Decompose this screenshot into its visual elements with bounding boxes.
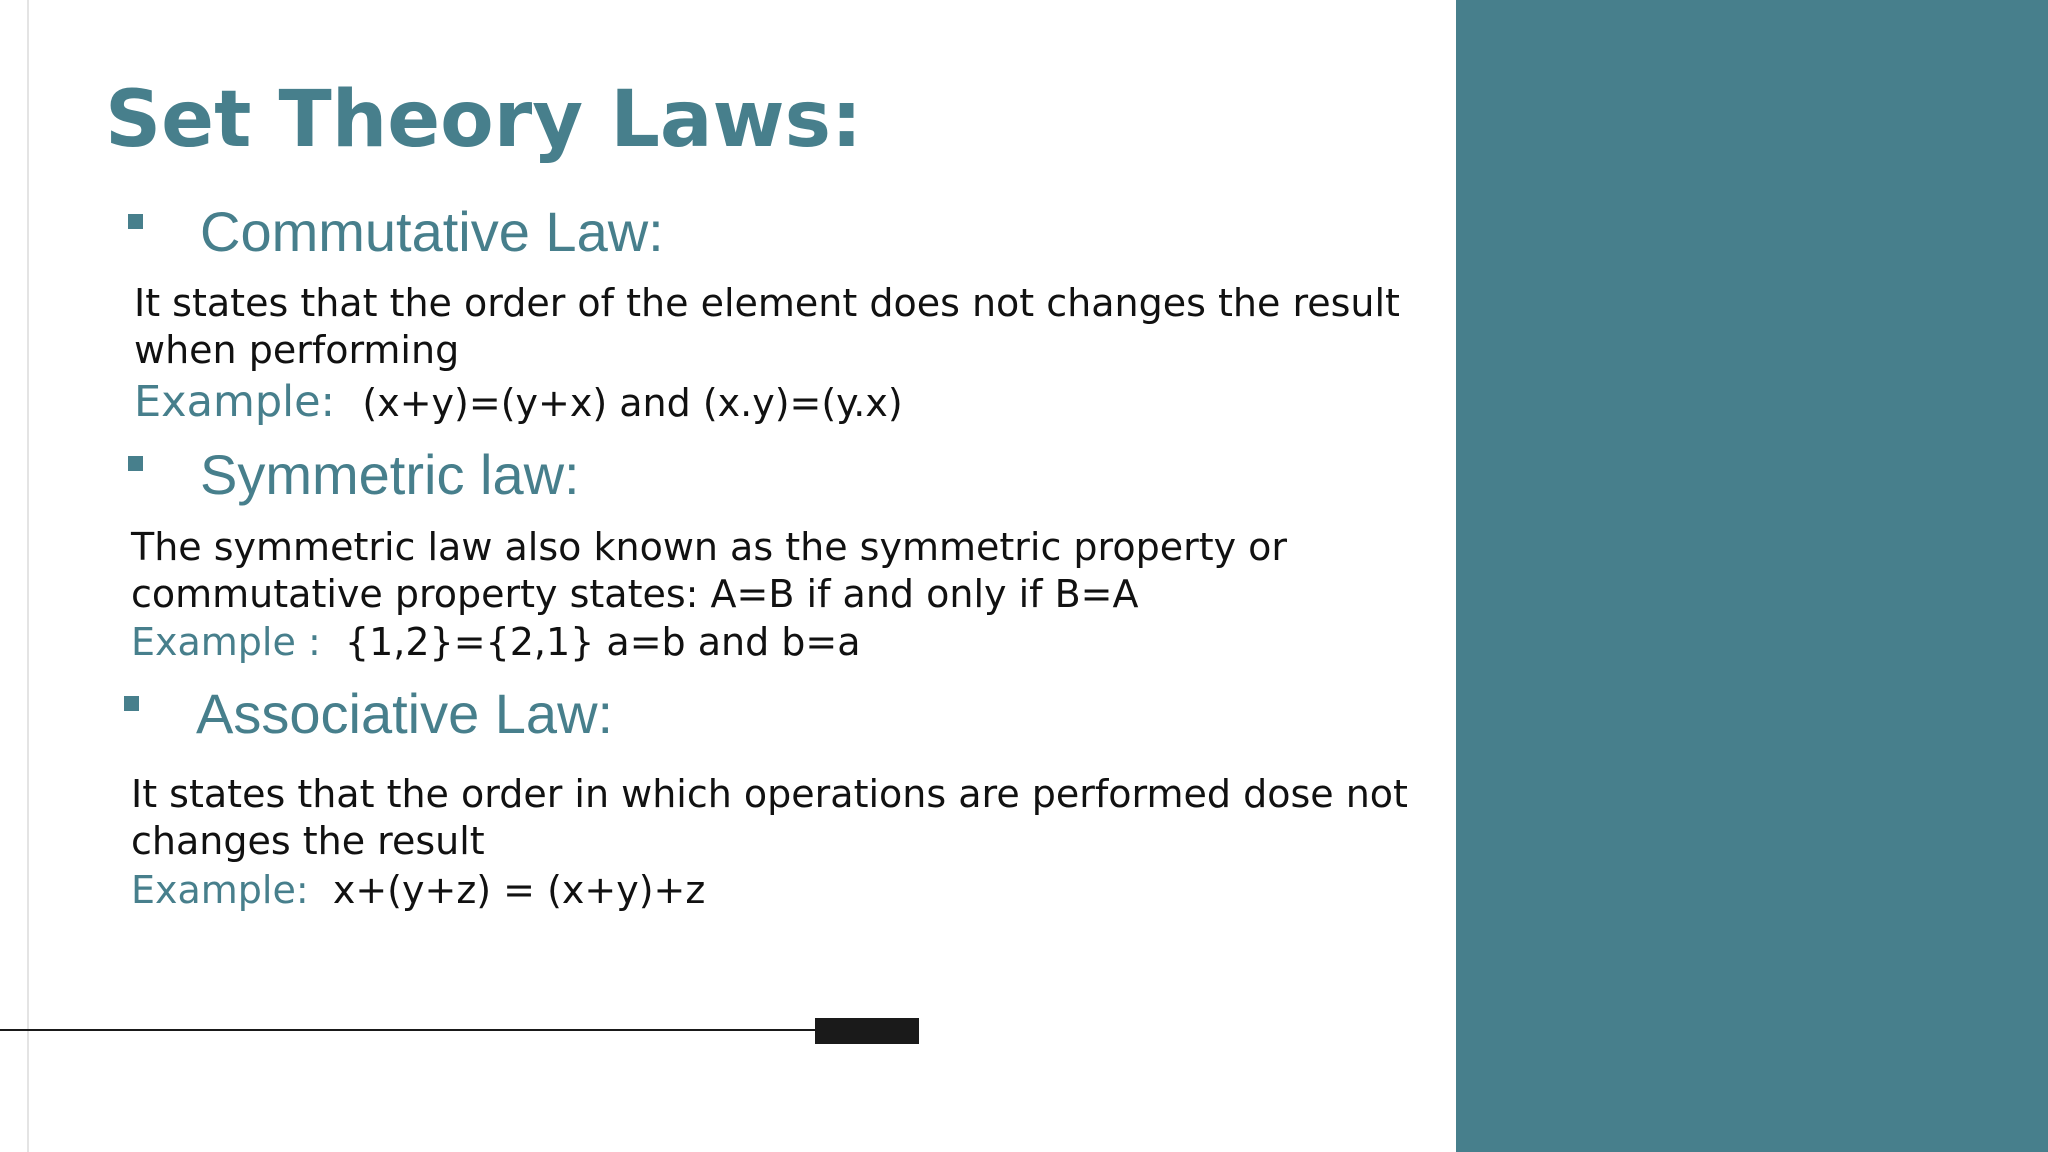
section-body-line: It states that the order of the element does not changes the result: [134, 281, 1400, 325]
section-heading-commutative: Commutative Law:: [200, 200, 664, 263]
example-value: x+(y+z) = (x+y)+z: [332, 868, 706, 912]
example-line: [134, 374, 903, 431]
square-bullet-icon: [128, 214, 143, 229]
section-heading-symmetric: Symmetric law:: [200, 443, 580, 506]
example-line: [131, 618, 861, 666]
accent-panel: [1456, 0, 2048, 1152]
example-label: Example:: [134, 377, 336, 427]
example-label: Example:: [131, 868, 309, 912]
square-bullet-icon: [128, 456, 143, 471]
section-body-line: when performing: [134, 328, 460, 372]
section-body-line: It states that the order in which operations are performed dose not: [131, 772, 1408, 816]
section-body-line: changes the result: [131, 819, 485, 863]
section-body-line: commutative property states: A=B if and only if B=A: [131, 572, 1139, 616]
slide-title: Set Theory Laws:: [105, 75, 863, 165]
footer-accent-bar: [815, 1018, 919, 1044]
example-label: Example :: [131, 620, 321, 664]
left-margin-line: [27, 0, 29, 1152]
square-bullet-icon: [124, 696, 139, 711]
example-value: (x+y)=(y+x) and (x.y)=(y.x): [362, 381, 903, 425]
example-line: [131, 866, 705, 914]
section-body-line: The symmetric law also known as the symmetric property or: [131, 525, 1288, 569]
example-value: {1,2}={2,1} a=b and b=a: [344, 620, 861, 664]
section-heading-associative: Associative Law:: [196, 682, 614, 745]
footer-divider-line: [0, 1029, 820, 1031]
